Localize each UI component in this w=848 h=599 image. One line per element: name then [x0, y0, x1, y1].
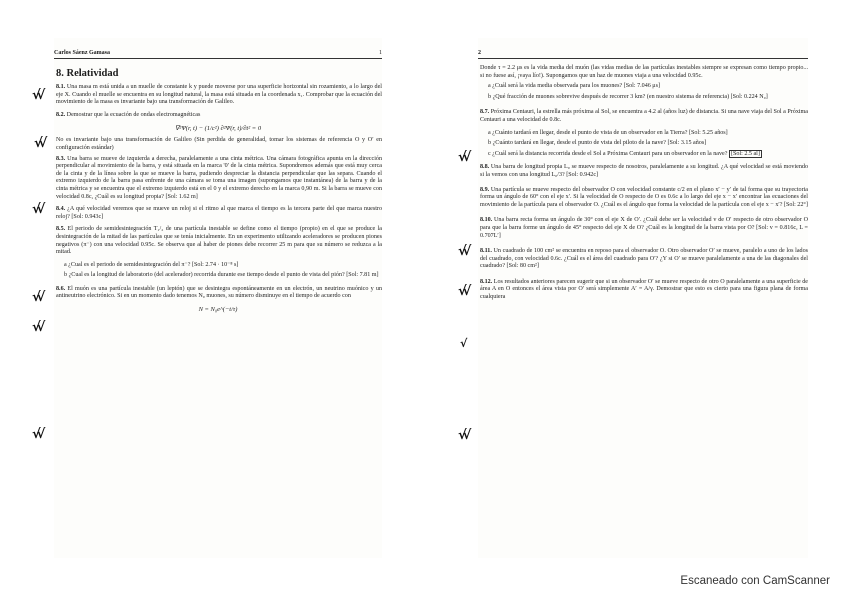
chapter-title: 8. Relatividad	[56, 68, 119, 79]
problem-8-2: 8.2. Demostrar que la ecuación de ondas electromagnéticas	[56, 111, 201, 118]
page-header	[54, 50, 382, 59]
problem-8-7-b: b ¿Cuánto tardará en llegar, desde el punto de vista del piloto de la nave? [Sol: 3.15 años]	[488, 140, 707, 147]
camscanner-watermark: Escaneado con CamScanner	[680, 575, 830, 587]
double-checkmark-icon: √√	[32, 202, 42, 217]
double-checkmark-icon: √√	[458, 284, 468, 299]
problem-8-7-a: a ¿Cuánto tardará en llegar, desde el punto de vista de un observador en la Tierra? [Sol: 5.25 años]	[488, 129, 728, 136]
double-checkmark-icon: √√	[32, 320, 42, 335]
problem-8-7: 8.7. Próxima Centauri, la estrella más próxima al Sol, se encuentra a 4.2 al (años luz) de distancia. Si una nave viaja del Sol a Próxima Centauri a una velocidad de 0.8c.	[480, 109, 809, 123]
page-header	[478, 50, 808, 59]
problem-8-5: 8.5. El periodo de semidesintegración T₁/₂ de una partícula inestable se define como el tiempo (propio) en el que se produce la desintegración de la mitad de las partículas que se tenía inicialmente. En un experimento utilizando aceleradores se producen piones negativos (π⁻) con una velocidad 0.95c. Se observa que al haber de piones debe recorrer 25 m para que su número se reduzca a la mitad.	[56, 226, 382, 256]
double-checkmark-icon: √√	[32, 290, 42, 305]
boxed-answer: [Sol: 2.5 al]	[730, 150, 760, 157]
problem-8-8: 8.8. Una barra de longitud propia L₀ se mueve respecto de nosotros, paralelamente a su longitud. ¿A qué velocidad se está moviendo si la vemos con una longitud L₀/3? [Sol: 0.942c]	[480, 164, 808, 178]
problem-8-12: 8.12. Los resultados anteriores parecen sugerir que si un observador O′ se mueve respecto de otro O paralelamente a una superficie de área A en O entonces el área vista por O′ será simplemente A′ = A/γ. Demostrar que esto es cierto para una figura plana de forma cualquiera	[480, 278, 808, 301]
double-checkmark-icon: √√	[458, 244, 468, 259]
double-checkmark-icon: √√	[458, 150, 468, 165]
problem-8-6-a: a ¿Cuál será la vida media observada para los muones? [Sol: 7.046 μs]	[488, 83, 660, 90]
double-checkmark-icon: √√	[32, 88, 42, 103]
checkmark-icon: √	[460, 337, 468, 350]
problem-8-9: 8.9. Una partícula se mueve respecto del observador O con velocidad constante c/2 en el plano x′ − y′ de tal forma que su trayectoria forma un ángulo de 60° con el eje x′. Si la velocidad de O respecto de O es 0.6c a lo largo del eje x − x′ encontrar las ecuaciones del movimiento de la partícula para el observador O. ¿Cuál es el ángulo que forma la velocidad de la partícula con el eje x − x′? [Sol: 22°]	[480, 186, 808, 208]
double-checkmark-icon: √√	[34, 136, 44, 151]
author-name: Carlos Sáenz Gamasa	[54, 50, 110, 56]
double-checkmark-icon: √√	[458, 428, 468, 443]
double-checkmark-icon: √√	[32, 427, 42, 442]
problem-8-5-a: a ¿Cual es el periodo de semidesintegración del π⁻? [Sol: 2.74 · 10⁻⁸ s]	[64, 261, 239, 268]
problem-8-1: 8.1. Una masa m está unida a un muelle de constante k y puede moverse por una superficie horizontal sin rozamiento, a lo largo del eje X. Cuando el muelle se encuentra en su longitud natural, la masa está situada en la coordenada x₁. Comprobar que la ecuación del movimiento de la masa es invariante bajo una transformación de Galileo.	[56, 84, 382, 106]
page-number: 1	[379, 50, 382, 56]
problem-8-6: 8.6. El muón es una partícula inestable (un leptón) que se desintegra espontáneamente en un electrón, un neutrino muónico y un antineutrino electrónico. Si en un momento dado tenemos N₀ muones, su número disminuye en el tiempo de acuerdo con	[56, 285, 382, 300]
problem-8-2-continued: No es invariante bajo una transformación de Galileo (Sin perdida de generalidad, tomar los sistemas de referencia O y O′ en configuración estándar)	[56, 137, 382, 151]
wave-equation: ∇²Ψ(r, t) − (1/c²) ∂²Ψ(r, t)/∂t² = 0	[174, 125, 262, 133]
problem-8-6-b: b ¿Qué fracción de muones sobrevive después de recorrer 3 km? (en nuestro sistema de referencia) [Sol: 0.224 N₀]	[488, 93, 768, 100]
decay-equation: N = N₀e^(−t/τ)	[198, 306, 238, 314]
problem-8-11: 8.11. Un cuadrado de 100 cm² se encuentra en reposo para el observador O. Otro observador O′ se mueve, paralelo a uno de los lados del cuadrado, con velocidad 0.6c. ¿Cuál es el área del cuadrado para O′? ¿Y si O′ se mueve paralelamente a una de las diagonales del cuadrado? [Sol: 80 cm²]	[480, 248, 808, 270]
problem-8-5-b: b ¿Cual es la longitud de laboratorio (del acelerador) recorrida durante ese tiempo desde el punto de vista del pión? [Sol: 7.81 m]	[64, 272, 379, 279]
page-number: 2	[478, 50, 481, 56]
right-page	[478, 38, 808, 558]
problem-8-7-c: c ¿Cuál será la distancia recorrida desde el Sol a Próxima Centauri para un observador en la nave? [Sol: 2.5 al]	[488, 150, 760, 157]
problem-8-6-continued: Donde τ = 2.2 μs es la vida media del muón (las vidas medias de las partículas inestables siempre se expresan como tiempo propio... si no fuese así, ¡vaya lío!). Supongamos que un haz de muones viaja a una velocidad 0.95c.	[480, 65, 808, 79]
problem-8-4: 8.4. ¿A qué velocidad veremos que se mueve un reloj si el ritmo al que marca el tiempo es la tercera parte del que marca nuestro reloj? [Sol: 0.943c]	[56, 206, 382, 220]
problem-8-3: 8.3. Una barra se mueve de izquierda a derecha, paralelamente a una cinta métrica. Una cámara fotográfica apunta en la dirección perpendicular al movimiento de la barra, y está situada en la marca '0' de la cinta métrica. Supondremos además que está muy cerca de la cinta y de la línea sobre la que se mueve la barra, pudiendo despreciar la distancia perpendicular que las separa. Cuando el extremo izquierdo de la barra pasa enfrente de una cámara se toma una imagen (supongamos que instantánea) de la barra y de la cinta métrica y se encuentra que el extremo izquierdo está en el 0 y el extremo derecho en la marca 0,90 m. Si la barra se mueve con velocidad 0.8c, ¿Cuál es su longitud propia? [Sol: 1.62 m]	[56, 155, 382, 200]
problem-8-10: 8.10. Una barra recta forma un ángulo de 30° con el eje X de O′. ¿Cuál debe ser la velocidad v de O′ respecto de otro observador O para que la barra forme un ángulo de 45° respecto del eje X de O? ¿Cuál es la longitud de la barra vista por O? [Sol: v = 0.816c, L = 0.707L′]	[480, 217, 808, 239]
left-page	[54, 38, 382, 558]
